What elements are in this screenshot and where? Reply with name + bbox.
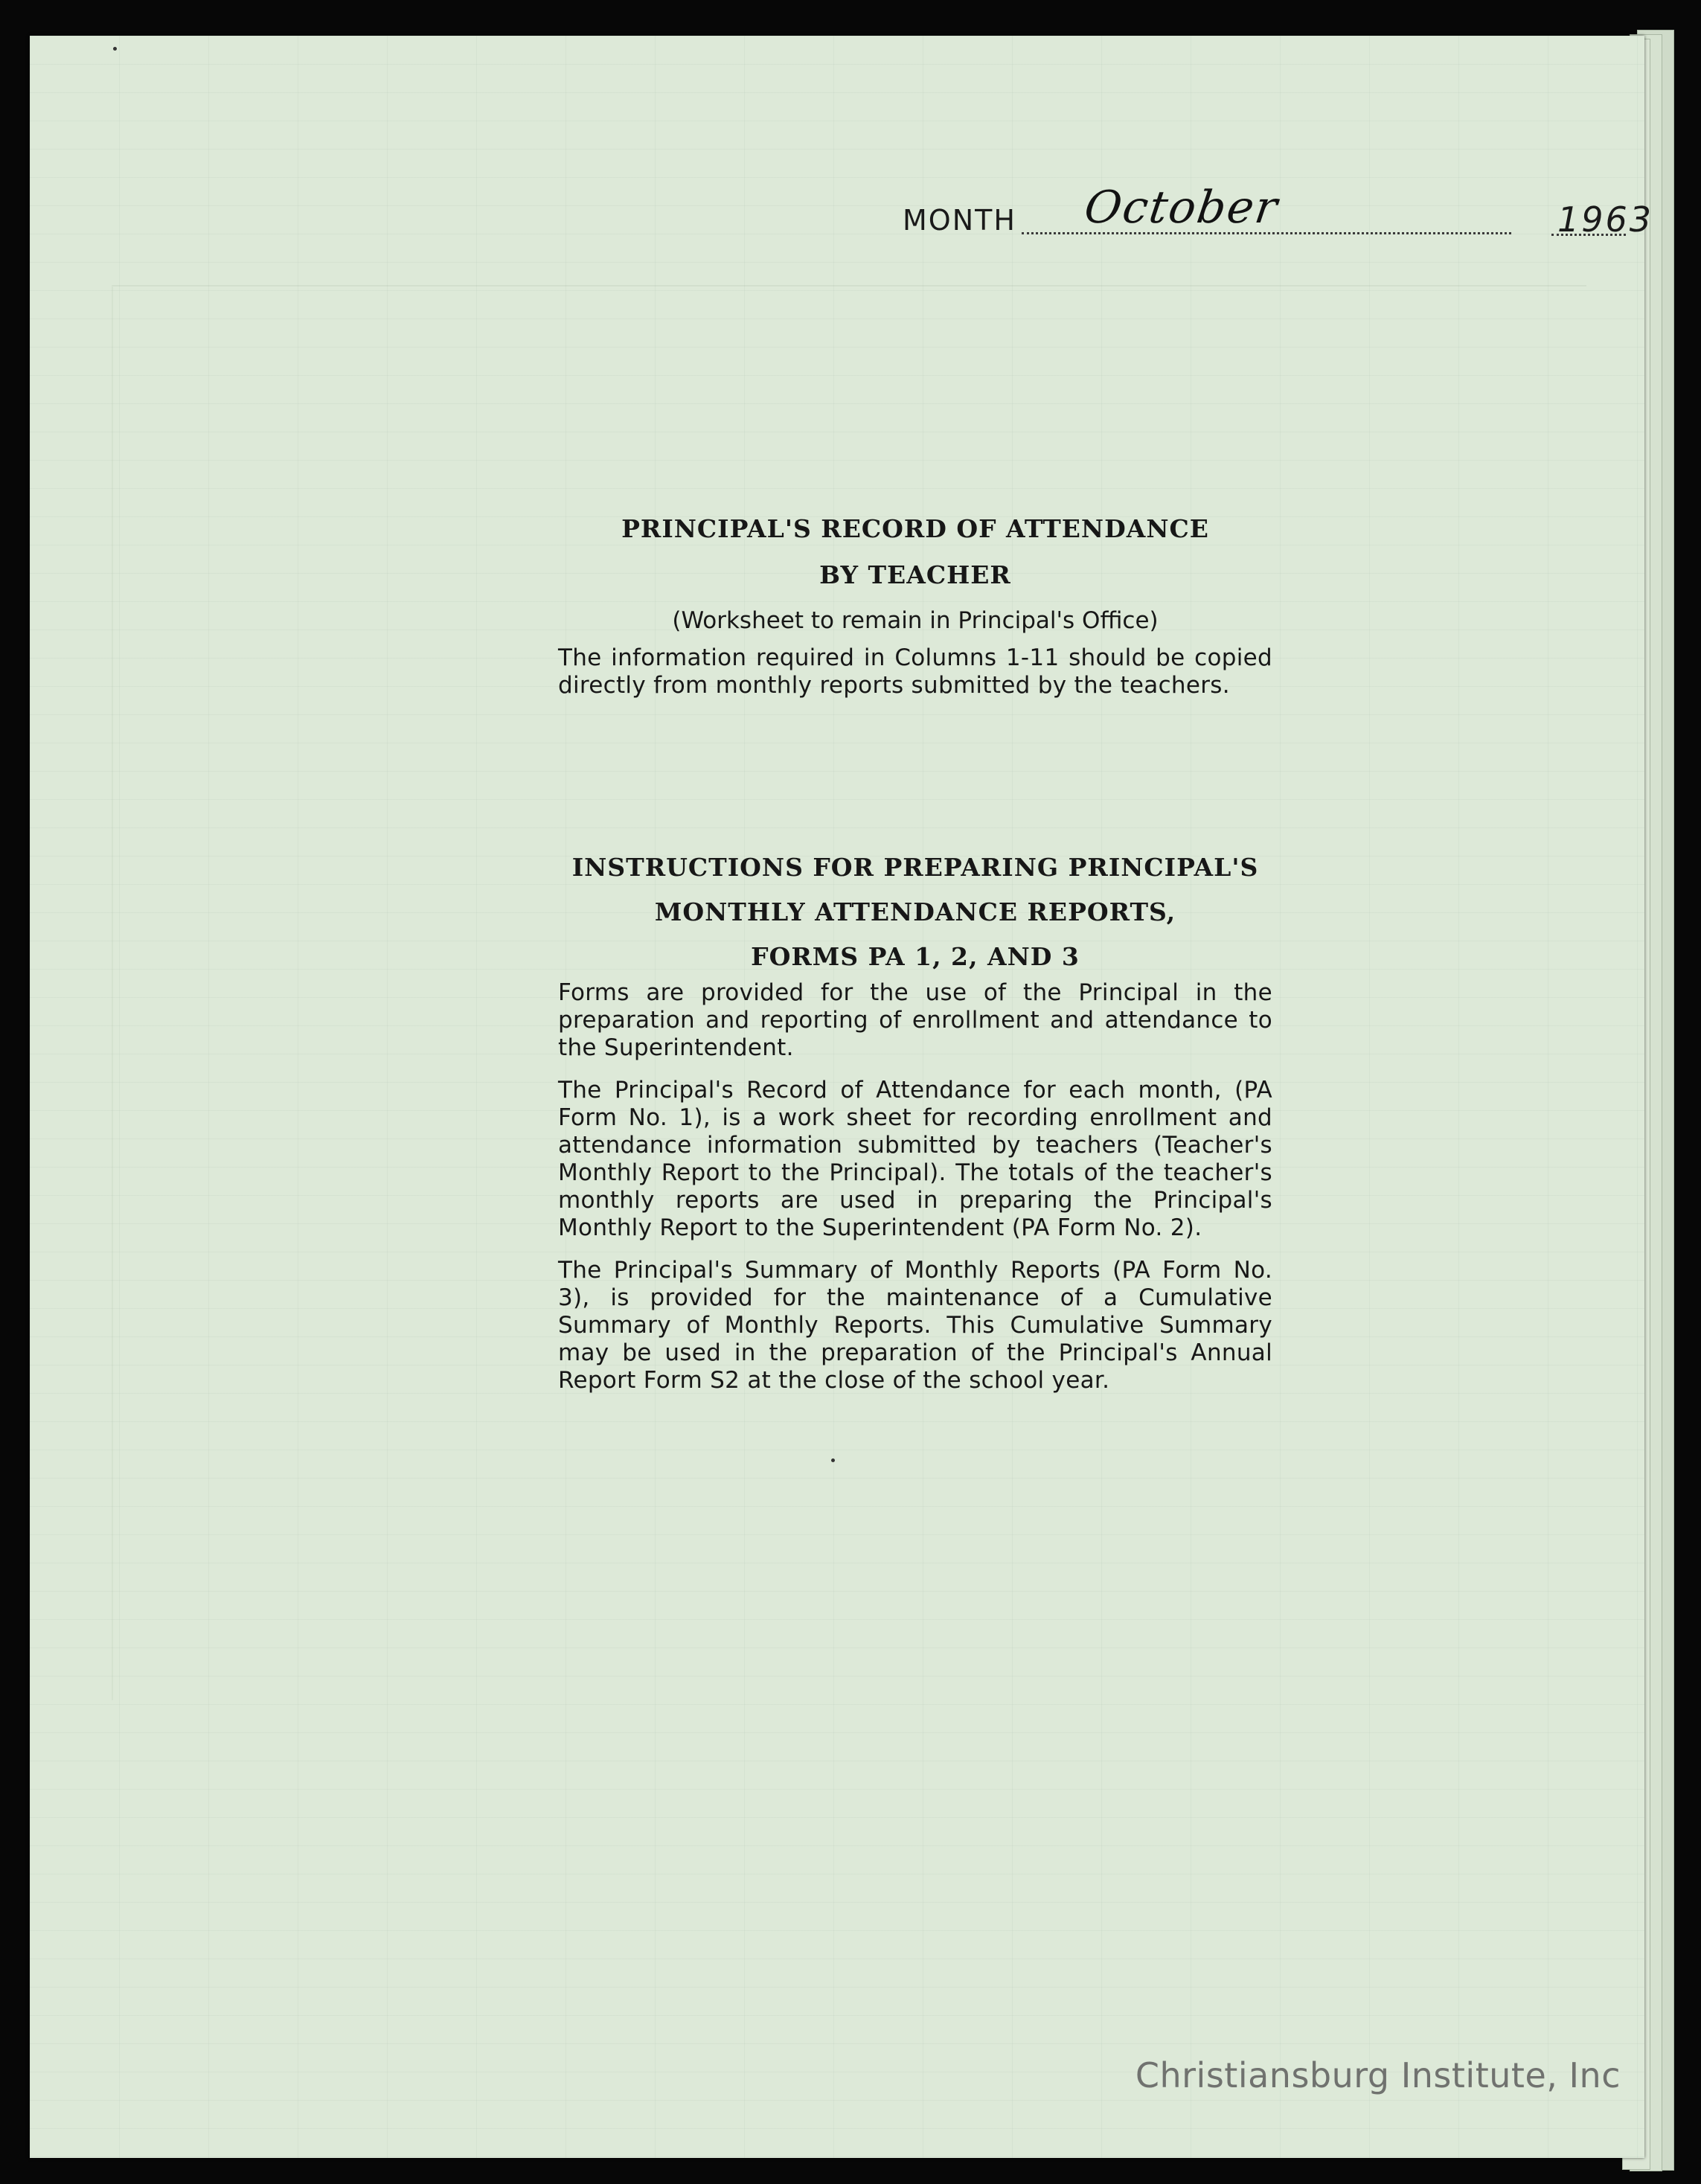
instructions-column — [558, 506, 1272, 1409]
section2-title-line2: MONTHLY ATTENDANCE REPORTS, — [654, 897, 1176, 926]
section-spacer — [558, 714, 1272, 845]
month-label: MONTH — [903, 204, 1016, 237]
month-field — [903, 182, 1654, 241]
ink-speck — [831, 1458, 835, 1462]
section-instructions — [558, 845, 1272, 1394]
month-handwritten-value: October — [1081, 182, 1282, 234]
section1-body: The information required in Columns 1-11 should be copied directly from monthly reports submitted by the teachers. — [558, 644, 1272, 699]
section1-title-line2: BY TEACHER — [819, 560, 1011, 589]
section1-subtitle: (Worksheet to remain in Principal's Office) — [672, 607, 1159, 634]
section1-title-line1: PRINCIPAL'S RECORD OF ATTENDANCE — [621, 514, 1209, 543]
instructions-paragraph: The Principal's Record of Attendance for each month, (PA Form No. 1), is a work sheet for recording enrollment and attendance information submitted by teachers (Teacher's Monthly Report to the Principal). The totals of the teacher's monthly reports are used in preparing the Principal's Monthly Report to the Superintendent (PA Form No. 2). — [558, 1077, 1272, 1241]
instructions-paragraph: Forms are provided for the use of the Principal in the preparation and reporting of enrollment and attendance to the Superintendent. — [558, 979, 1272, 1061]
section2-title-line1: INSTRUCTIONS FOR PREPARING PRINCIPAL'S — [571, 853, 1259, 882]
ink-speck — [113, 47, 117, 51]
section2-title-line3: FORMS PA 1, 2, AND 3 — [751, 942, 1080, 971]
instructions-paragraph: The Principal's Summary of Monthly Reports (PA Form No. 3), is provided for the maintenance of a Cumulative Summary of Monthly Reports. This Cumulative Summary may be used in the preparation of the Principal's Annual Report Form S2 at the close of the school year. — [558, 1257, 1272, 1394]
document-page — [30, 36, 1654, 2158]
archive-watermark: Christiansburg Institute, Inc — [1135, 2055, 1621, 2095]
year-handwritten-value: 1963 — [1557, 199, 1654, 240]
section-principal-record — [558, 506, 1272, 699]
